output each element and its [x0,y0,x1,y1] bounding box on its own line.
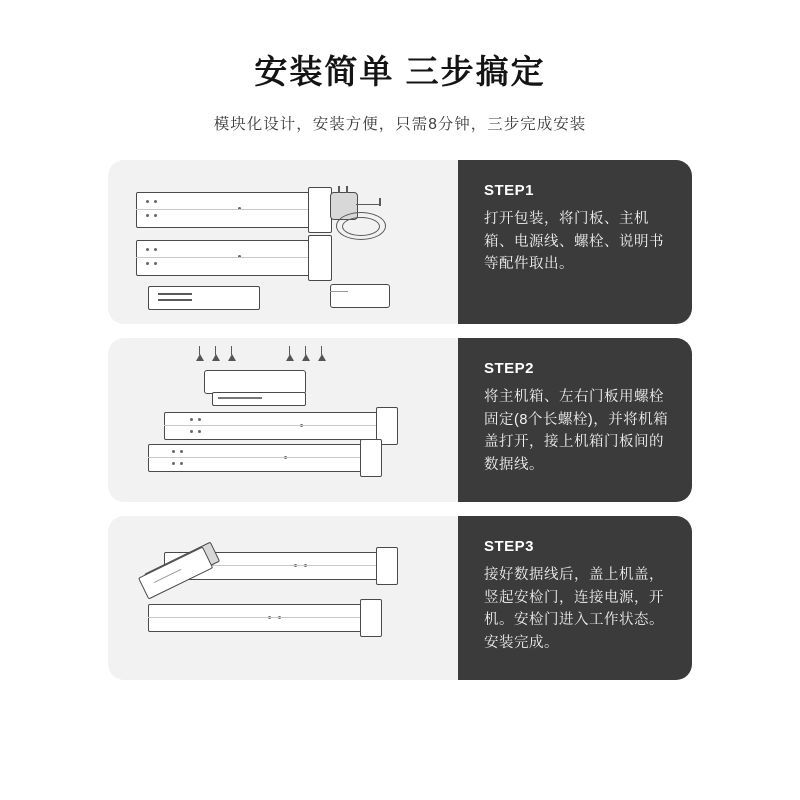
bolt-arrow [302,354,310,361]
page-header [0,0,800,134]
bolt-hole [154,214,157,217]
step-3-description: 接好数据线后，盖上机盖，竖起安检门，连接电源，开机。安检门进入工作状态。安装完成。 [484,566,664,652]
door-panel-right [164,412,381,440]
page-subtitle: 模块化设计，安装方便，只需8分钟，三步完成安装 [213,115,587,133]
door-panel-top-end [308,187,332,233]
step-2-description: 将主机箱、左右门板用螺栓固定(8个长螺栓)，并将机箱盖打开，接上机箱门板间的数据线。 [484,388,669,474]
door-panel-base [148,604,365,632]
bolt-arrow [286,354,294,361]
controller-slot [158,299,192,301]
accessory-box [330,284,390,308]
bolt-hole [146,262,149,265]
bolt-hole [198,430,201,433]
bolt-arrow-stem [321,346,322,355]
bolt-hole [172,462,175,465]
step-2-illustration [108,338,458,502]
bolt-arrow-stem [231,346,232,355]
bolt-hole [154,200,157,203]
step-2-label: STEP2 [484,359,535,377]
step-card-2 [108,338,692,502]
adapter-cable-lead [356,204,380,206]
step-1-label: STEP1 [484,181,535,199]
bolt-hole [154,262,157,265]
controller-slot [158,293,192,295]
step-1-description: 打开包装，将门板、主机箱、电源线、螺栓、说明书等配件取出。 [484,210,664,273]
door-panel-base-end [360,599,382,637]
step-3-illustration [108,516,458,680]
step-2-text [458,338,692,502]
step-card-3 [108,516,692,680]
bolt-hole [146,248,149,251]
door-panel-left [148,444,365,472]
adapter-prong [338,186,340,193]
main-chassis-base [212,392,306,406]
chassis-ports [218,397,262,399]
door-panel-bottom-end [308,235,332,281]
main-chassis [204,370,306,394]
bolt-arrow-stem [305,346,306,355]
bolt-arrow-stem [215,346,216,355]
adapter-plug [379,198,381,206]
step-3-label: STEP3 [484,537,535,555]
bolt-hole [172,450,175,453]
bolt-hole [146,200,149,203]
panel-seam [148,457,360,458]
door-panel-bottom [136,240,313,276]
step-card-1 [108,160,692,324]
bolt-arrow [228,354,236,361]
bolt-arrow [196,354,204,361]
step-1-text [458,160,692,324]
steps-list [0,160,800,680]
panel-seam [148,617,360,618]
bolt-arrow [318,354,326,361]
door-panel-raised-end [376,547,398,585]
controller-box [148,286,260,310]
bolt-arrow-stem [199,346,200,355]
accessory-box-label [330,291,348,292]
bolt-hole [180,462,183,465]
bolt-hole [180,450,183,453]
panel-seam [164,425,376,426]
bolt-arrow [212,354,220,361]
bolt-hole [146,214,149,217]
step-1-illustration [108,160,458,324]
adapter-prong [346,186,348,193]
panel-seam [136,209,308,210]
door-panel-top [136,192,313,228]
bolt-arrow-stem [289,346,290,355]
bolt-hole [198,418,201,421]
bolt-hole [154,248,157,251]
door-panel-left-end [360,439,382,477]
panel-seam [136,257,308,258]
bolt-hole [190,430,193,433]
power-cable-coil [342,217,380,236]
bolt-hole [190,418,193,421]
step-3-text [458,516,692,680]
page-title: 安装简单 三步搞定 [254,53,546,90]
